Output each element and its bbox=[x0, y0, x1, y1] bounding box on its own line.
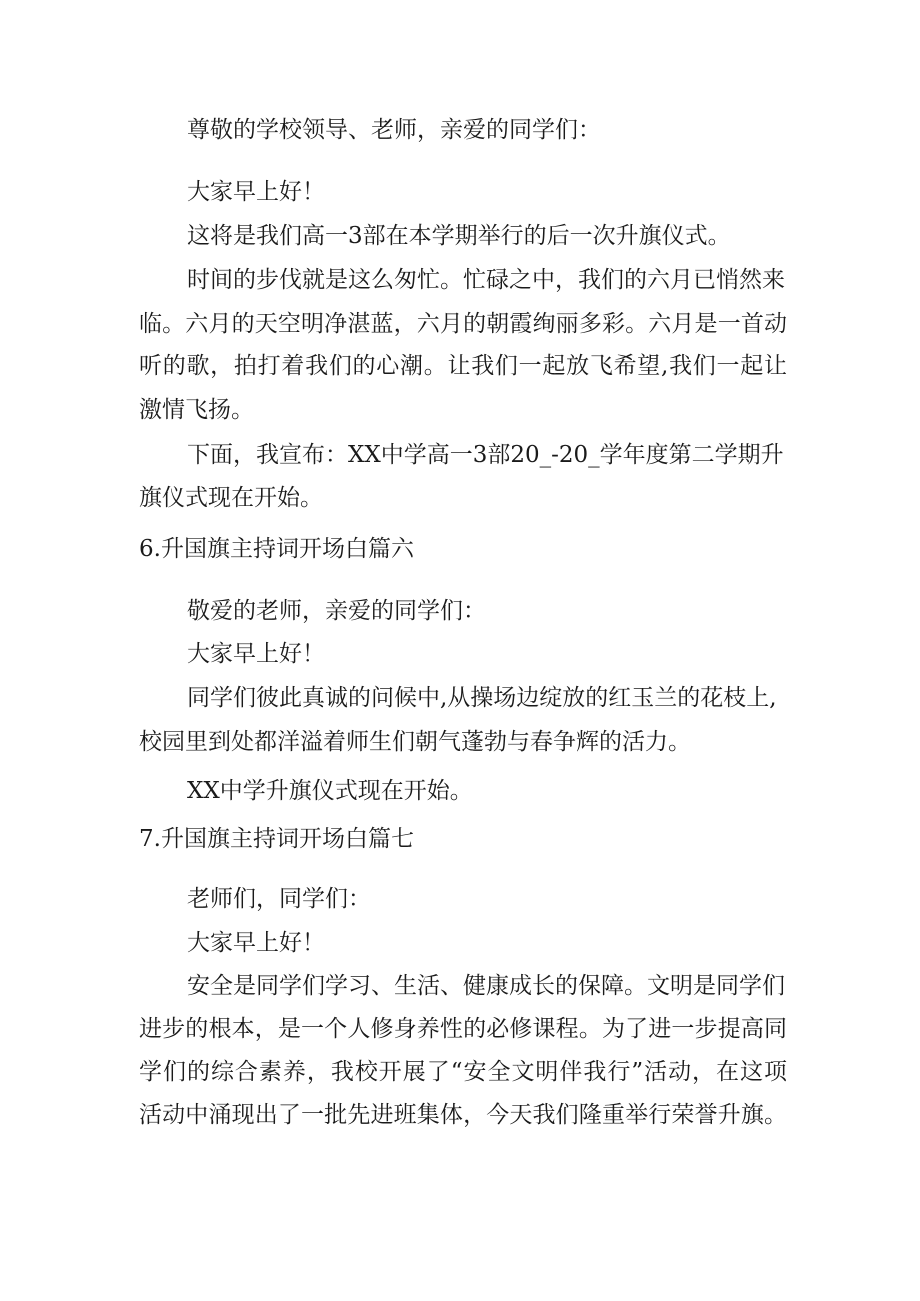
paragraph-line: 临。六月的天空明净湛蓝，六月的朝霞绚丽多彩。六月是一首动 bbox=[139, 311, 787, 337]
greeting-line: 尊敬的学校领导、老师，亲爱的同学们： bbox=[187, 117, 601, 143]
paragraph-line: 旗仪式现在开始。 bbox=[139, 485, 323, 511]
hello-line: 大家早上好！ bbox=[187, 179, 325, 205]
greeting-line: 敬爱的老师，亲爱的同学们： bbox=[187, 598, 486, 624]
section-heading: 6.升国旗主持词开场白篇六 bbox=[139, 536, 414, 562]
paragraph-line: 安全是同学们学习、生活、健康成长的保障。文明是同学们 bbox=[187, 973, 785, 999]
paragraph-line: 听的歌，拍打着我们的心潮。让我们一起放飞希望,我们一起让 bbox=[139, 353, 787, 379]
paragraph-line: 时间的步伐就是这么匆忙。忙碌之中，我们的六月已悄然来 bbox=[187, 267, 785, 293]
paragraph-line: 下面，我宣布：XX中学高一3部20_-20_学年度第二学期升 bbox=[187, 442, 784, 468]
paragraph-line: 这将是我们高一3部在本学期举行的后一次升旗仪式。 bbox=[187, 223, 731, 249]
paragraph-line: 进步的根本，是一个人修身养性的必修课程。为了进一步提高同 bbox=[139, 1016, 787, 1042]
paragraph-line: 学们的综合素养，我校开展了“安全文明伴我行”活动，在这项 bbox=[139, 1059, 787, 1085]
paragraph-line: 活动中涌现出了一批先进班集体，今天我们隆重举行荣誉升旗。 bbox=[139, 1102, 787, 1128]
paragraph-line: XX中学升旗仪式现在开始。 bbox=[187, 778, 473, 804]
paragraph-line: 激情飞扬。 bbox=[139, 397, 254, 423]
paragraph-line: 同学们彼此真诚的问候中,从操场边绽放的红玉兰的花枝上, bbox=[187, 685, 777, 711]
greeting-line: 老师们，同学们： bbox=[187, 886, 371, 912]
hello-line: 大家早上好！ bbox=[187, 641, 325, 667]
paragraph-line: 校园里到处都洋溢着师生们朝气蓬勃与春争辉的活力。 bbox=[139, 729, 691, 755]
section-heading: 7.升国旗主持词开场白篇七 bbox=[139, 826, 414, 852]
hello-line: 大家早上好！ bbox=[187, 930, 325, 956]
